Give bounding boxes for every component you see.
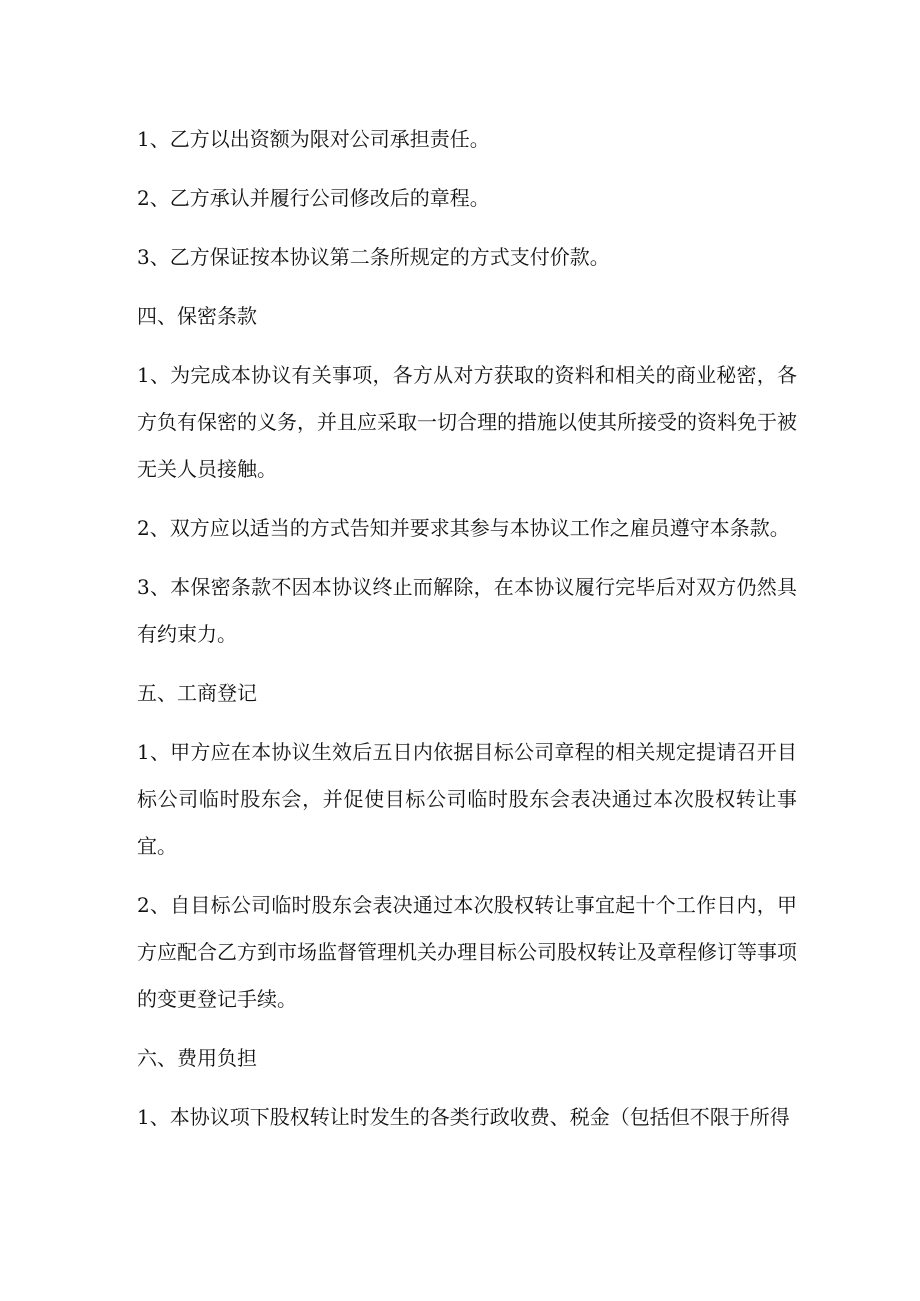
section-heading-confidentiality: 四、保密条款 <box>137 304 257 328</box>
clause-registration-2: 2、自目标公司临时股东会表决通过本次股权转让事宜起十个工作日内，甲方应配合乙方到市场监督管理机关办理目标公司股权转让及章程修订等事项的变更登记手续。 <box>137 893 797 1011</box>
clause-party-b-articles: 2、乙方承认并履行公司修改后的章程。 <box>137 186 490 210</box>
section-heading-expenses: 六、费用负担 <box>137 1046 257 1070</box>
clause-confidentiality-2: 2、双方应以适当的方式告知并要求其参与本协议工作之雇员遵守本条款。 <box>137 516 790 540</box>
document-body <box>137 116 797 1153</box>
clause-confidentiality-1: 1、为完成本协议有关事项，各方从对方获取的资料和相关的商业秘密，各方负有保密的义务，并且应采取一切合理的措施以使其所接受的资料免于被无关人员接触。 <box>137 363 797 481</box>
clause-expenses-1: 1、本协议项下股权转让时发生的各类行政收费、税金（包括但不限于所得 <box>137 1105 790 1129</box>
clause-confidentiality-3: 3、本保密条款不因本协议终止而解除，在本协议履行完毕后对双方仍然具有约束力。 <box>137 575 797 646</box>
clause-party-b-liability: 1、乙方以出资额为限对公司承担责任。 <box>137 127 490 151</box>
clause-registration-1: 1、甲方应在本协议生效后五日内依据目标公司章程的相关规定提请召开目标公司临时股东会，并促使目标公司临时股东会表决通过本次股权转让事宜。 <box>137 740 797 858</box>
clause-party-b-payment: 3、乙方保证按本协议第二条所规定的方式支付价款。 <box>137 245 610 269</box>
section-heading-registration: 五、工商登记 <box>137 681 257 705</box>
